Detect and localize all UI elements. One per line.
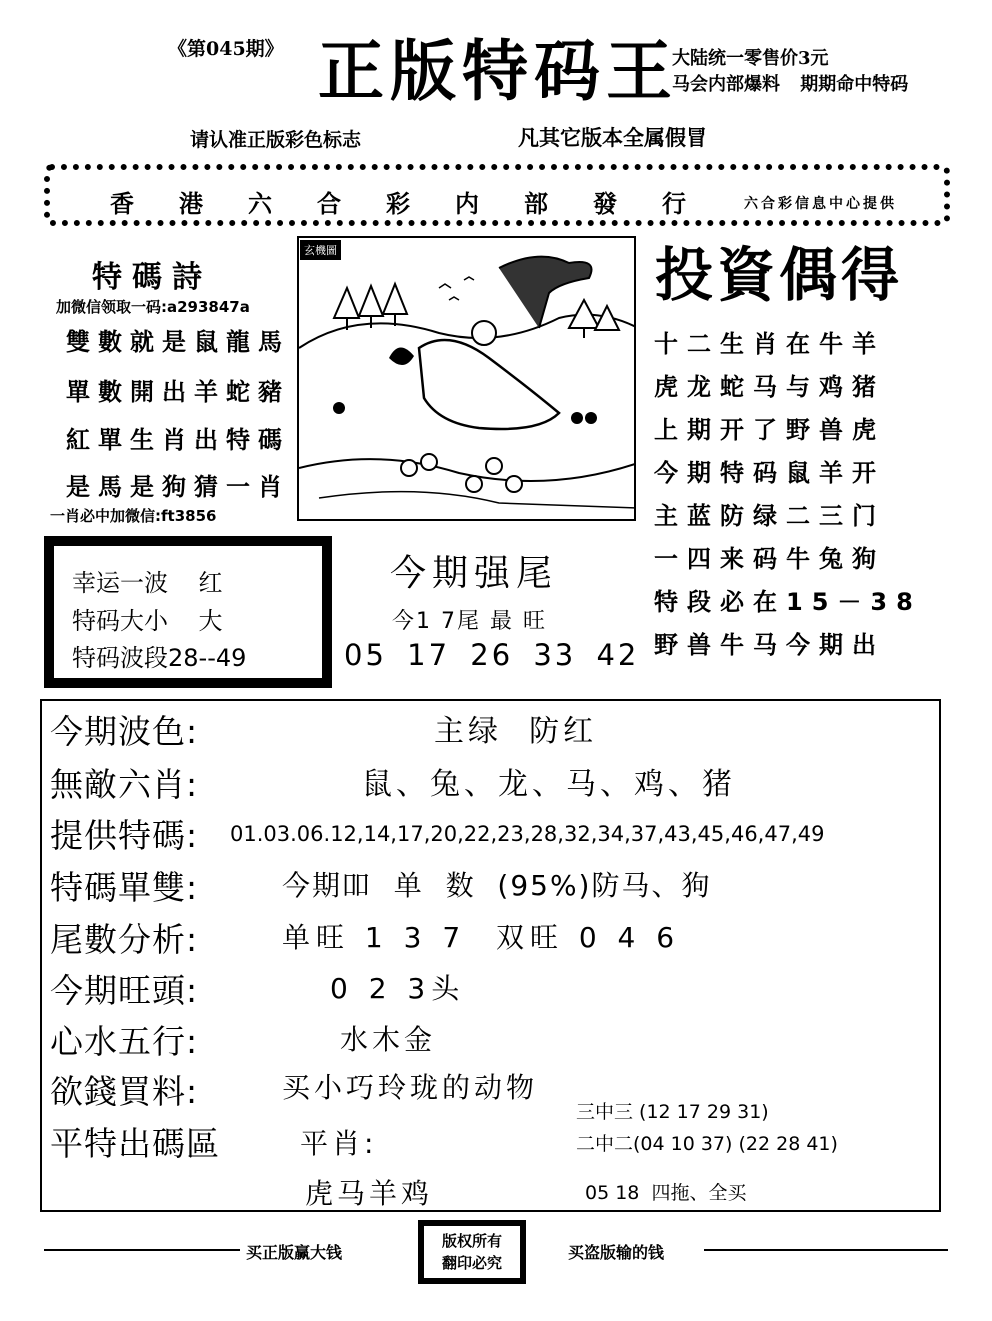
strong-tail-title: 今期强尾 xyxy=(390,553,559,594)
poem-title: 特碼詩 xyxy=(92,260,212,295)
row-value: 0 2 3头 xyxy=(330,972,466,1005)
riddle-illustration xyxy=(297,236,636,521)
invest-line: 野兽牛马今期出 xyxy=(654,631,885,659)
invest-line: 上期开了野兽虎 xyxy=(654,416,885,444)
poem-line: 雙數就是鼠龍馬 xyxy=(66,327,290,356)
invest-line: 一四来码牛兔狗 xyxy=(654,545,885,573)
three-in-three: 三中三 (12 17 29 31) xyxy=(576,1101,769,1123)
row-value: 买小巧玲珑的动物 xyxy=(282,1071,539,1104)
price-note: 大陆统一零售价3元 xyxy=(672,48,829,69)
footer-left: 买正版赢大钱 xyxy=(246,1243,343,1262)
lucky-wave: 幸运一波 红 xyxy=(72,569,223,597)
authentic-note: 请认准正版彩色标志 xyxy=(190,129,362,151)
issuer-provider: 六合彩信息中心提供 xyxy=(744,196,897,212)
invest-line: 今期特码鼠羊开 xyxy=(654,459,885,487)
invest-line: 特段必在15－38 xyxy=(654,588,922,616)
invest-line: 虎龙蛇马与鸡猪 xyxy=(654,373,885,401)
row-label: 今期波色: xyxy=(50,712,199,751)
copyright-box xyxy=(418,1220,526,1284)
masthead-title: 正版特码王 xyxy=(318,33,678,110)
footer-right: 买盗版输的钱 xyxy=(568,1243,665,1262)
fake-warning: 凡其它版本全属假冒 xyxy=(518,125,707,150)
special-numbers: 01.03.06.12,14,17,20,22,23,28,32,34,37,43,45,46,47,49 xyxy=(230,822,825,846)
issuer-banner-text: 香港六合彩内部發行 xyxy=(110,189,731,218)
footer-rule-right xyxy=(704,1249,948,1251)
drag-numbers: 05 18 四拖、全买 xyxy=(585,1182,747,1204)
row-label: 今期旺頭: xyxy=(50,971,199,1010)
strong-tail-numbers: 05 17 26 33 42 xyxy=(344,638,640,672)
picture-stamp: 玄機圖 xyxy=(300,240,341,260)
flat-zodiac-animals: 虎马羊鸡 xyxy=(305,1177,434,1210)
invest-line: 十二生肖在牛羊 xyxy=(654,330,885,358)
row-label: 尾數分析: xyxy=(50,920,199,959)
two-in-two: 二中二(04 10 37) (22 28 41) xyxy=(576,1133,838,1155)
row-label: 提供特碼: xyxy=(50,816,199,855)
row-value: 水木金 xyxy=(340,1023,437,1056)
row-value: 鼠、兔、龙、马、鸡、猪 xyxy=(362,767,736,802)
row-label: 無敵六肖: xyxy=(50,765,199,804)
invest-title: 投資偶得 xyxy=(655,241,904,309)
strong-tail-sub: 今1 7尾 最 旺 xyxy=(392,609,547,634)
row-label: 平特出碼區 xyxy=(50,1124,220,1163)
row-value: 主绿 防红 xyxy=(434,714,598,749)
flat-zodiac-label: 平肖: xyxy=(300,1127,378,1160)
copyright-line1: 版权所有 xyxy=(441,1232,502,1250)
copyright-line2: 翻印必究 xyxy=(441,1254,502,1272)
footer-rule-left xyxy=(44,1249,240,1251)
poem-line: 單數開出羊蛇豬 xyxy=(66,377,290,406)
special-size: 特码大小 大 xyxy=(72,607,223,635)
row-value: 单旺 1 3 7 双旺 0 4 6 xyxy=(282,921,681,954)
row-value: 今期吅 单 数 (95%)防马、狗 xyxy=(282,869,712,902)
poem-line: 是馬是狗猜一肖 xyxy=(66,472,290,501)
wechat-note-top: 加微信领取一码:a293847a xyxy=(56,298,250,316)
scholar-landscape-drawing xyxy=(299,238,636,521)
wechat-note-bottom: 一肖必中加微信:ft3856 xyxy=(50,507,217,525)
row-label: 特碼單雙: xyxy=(50,868,199,907)
poem-line: 紅單生肖出特碼 xyxy=(66,425,290,454)
issue-number: 《第045期》 xyxy=(168,38,284,60)
row-label: 心水五行: xyxy=(50,1022,199,1061)
row-label: 欲錢買料: xyxy=(50,1072,199,1111)
special-range: 特码波段28--49 xyxy=(72,644,247,672)
invest-line: 主蓝防绿二三门 xyxy=(654,502,885,530)
tagline: 马会内部爆料 期期命中特码 xyxy=(672,74,909,95)
